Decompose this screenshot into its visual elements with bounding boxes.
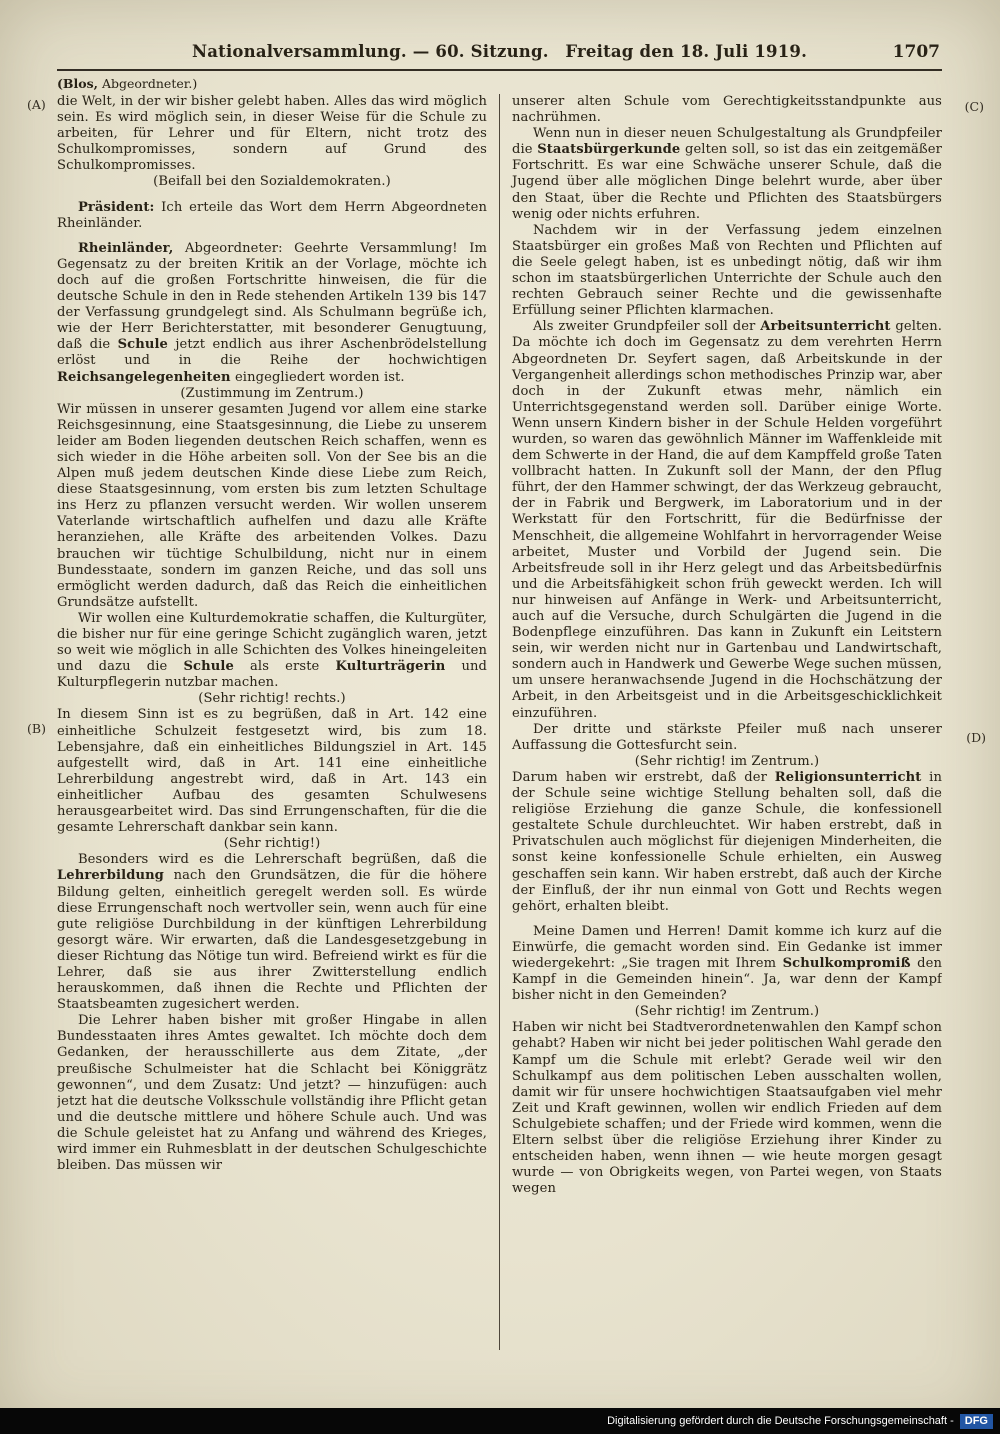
paragraph	[57, 1013, 487, 1174]
text-run: gelten. Da möchte ich doch im Gegensatz zu dem verehrten Herrn Abgeordneten Dr. Seyfert sagen, daß Arbeitskunde in der Vergangenheit allerdings schon methodisches Prinzip war, aber doch in der Zukunft etwas mehr, nämlich ein Unterrichtsgegenstand werden soll. Darüber einige Worte. Wenn unsern Kindern bisher in der Schule Helden vorgeführt wurden, so waren das gewöhnlich Männer im Waffenkleide mit dem Schwerte in der Hand, die auf dem Kampffeld große Taten vollbracht hatten. In Zukunft soll der Mann, der den Pflug führt, der den Hammer schwingt, der das Werkzeug gebraucht, der in Fabrik und Bergwerk, im Laboratorium und in der Werkstatt für den Fortschritt, für die Bedürfnisse der Menschheit, die allgemeine Wohlfahrt in hervorragender Weise arbeitet, Muster und Vorbild der Jugend sein. Die Arbeitsfreude soll in ihr Herz gelegt und das Arbeitsbedürfnis und die Arbeitsfähigkeit schon früh geweckt werden. Ich will nur hinweisen auf Anfänge in Werk- und Arbeitsunterricht, auch auf die Versuche, durch Schulgärten die Jugend in die Bodenpflege einzuführen. Das kann in Zukunft ein Leitstern sein, wir werden nicht nur in Gartenbau und Landwirtschaft, sondern auch in Handwerk und Gewerbe Wege suchen müssen, um unsere heranwachsende Jugend in die Hochschätzung der Arbeit, in den Arbeitsgeist und in die Arbeitsgeschicklichkeit einzuführen.	[512, 319, 942, 721]
text-run: und Kulturpflegerin nutzbar machen.	[57, 659, 487, 691]
paragraph	[57, 707, 487, 836]
footer-text: Digitalisierung gefördert durch die Deutsche Forschungsgemeinschaft -	[607, 1415, 954, 1427]
text-run: nach den Grundsätzen, die für die höhere Bildung gelten, einheitlich geregelt werden soll. Es würde diese Errungenschaft noch wertvoller sein, wenn auch für eine gute religiöse Durchbildung in der künftigen Lehrerbildung gesorgt wäre. Wir erwarten, daß die Landesgesetzgebung in dieser Richtung das Nötige tun wird. Befreiend wirkt es für die Lehrer, daß sie aus ihrer Zwitterstellung endlich herauskommen, daß ihnen die Rechte und Pflichten der Staatsbeamten zugesichert werden.	[57, 868, 487, 1013]
text-run: (Sehr richtig! rechts.)	[198, 691, 346, 707]
emphasized-text: Religionsunterricht	[774, 769, 922, 785]
emphasized-text: Präsident:	[77, 199, 155, 215]
text-run: (Sehr richtig!)	[223, 836, 321, 852]
stage-direction	[57, 691, 487, 707]
page-header	[57, 42, 942, 71]
running-head-speaker: (Blos,	[57, 76, 98, 91]
text-run: Wenn nun in dieser neuen Schulgestaltung als Grundpfeiler die	[512, 126, 942, 158]
text-run: (Zustimmung im Zentrum.)	[180, 385, 364, 401]
text-run: Wir müssen in unserer gesamten Jugend vor allem eine starke Reichsgesinnung, eine Staatsgesinnung, die Liebe zu unserem leider am Boden liegenden deutschen Reich schaffen, wenn es sich wieder in die Höhe arbeiten soll. Von der See bis an die Alpen muß jedem deutschen Kinde diese Liebe zum Reich, diese Staatsgesinnung, vom ersten bis zum letzten Schultage ins Herz zu pflanzen versucht werden. Wir wollen unserem Vaterlande wirtschaftlich aufhelfen und dazu alle Kräfte heranziehen, alle Kräfte des arbeitenden Volkes. Dazu brauchen wir tüchtige Schulbildung, nicht nur in einem Bundesstaate, sondern im ganzen Reiche, und das soll uns ermöglicht werden dadurch, daß das Reich die einheitlichen Grundsätze aufstellt.	[57, 401, 487, 610]
paragraph	[57, 241, 487, 386]
margin-letter-c: (C)	[964, 99, 984, 114]
margin-letter-b: (B)	[27, 721, 46, 736]
emphasized-text: Lehrerbildung	[57, 868, 164, 884]
stage-direction	[57, 836, 487, 852]
text-run: eingegliedert worden ist.	[230, 369, 405, 385]
text-run: Darum haben wir erstrebt, daß der	[512, 769, 775, 785]
text-run: Wir wollen eine Kulturdemokratie schaffen, die Kulturgüter, die bisher nur für eine geringe Schicht zugänglich waren, jetzt so weit wie möglich in alle Schichten des Volkes hineingeleiten und dazu die	[57, 610, 487, 675]
text-run: Meine Damen und Herren! Damit komme ich kurz auf die Einwürfe, die gemacht worden sind. Ein Gedanke ist immer wiedergekehrt: „Sie tragen mit Ihrem	[512, 923, 942, 971]
paragraph	[512, 223, 942, 320]
paragraph	[512, 319, 942, 721]
paragraph	[57, 200, 487, 232]
paragraph	[512, 126, 942, 223]
right-column	[500, 94, 942, 1350]
stage-direction	[57, 386, 487, 402]
text-run: Besonders wird es die Lehrerschaft begrüßen, daß die	[77, 852, 487, 868]
emphasized-text: Staatsbürgerkunde	[537, 142, 681, 158]
stage-direction	[57, 174, 487, 190]
paragraph	[57, 611, 487, 691]
text-run: die Welt, in der wir bisher gelebt haben. Alles das wird möglich sein. Es wird möglich sein, in dieser Weise für die Schule zu arbeiten, für Lehrer und für Eltern, nicht trotz des Schulkompromisses, sondern auf Grund des Schulkompromisses.	[57, 94, 487, 174]
emphasized-text: Rheinländer,	[77, 240, 174, 256]
text-run: Haben wir nicht bei Stadtverordnetenwahlen den Kampf schon gehabt? Haben wir nicht bei jeder politischen Wahl gerade den Kampf um die Schule mit erlebt? Gerade weil wir den Schulkampf aus dem politischen Leben ausschalten wollen, damit wir für unsere hochwichtigen Staatsaufgaben viel mehr Zeit und Kraft gewinnen, wollen wir endlich Frieden auf dem Schulgebiete schaffen; und der Friede wird kommen, wenn die Eltern selbst über die religiöse Erziehung ihrer Kinder zu entscheiden haben, wenn ihnen — wie heute morgen gesagt wurde — von Obrigkeits wegen, von Partei wegen, von Staats wegen	[512, 1020, 942, 1197]
header-title: Nationalversammlung. — 60. Sitzung. Freitag den 18. Juli 1919.	[191, 42, 808, 61]
stage-direction	[512, 1004, 942, 1020]
running-head-rest: Abgeordneter.)	[97, 76, 198, 91]
text-run: den Kampf in die Gemeinden hinein“. Ja, war denn der Kampf bisher nicht in den Gemeinden?	[512, 955, 942, 1004]
text-run: gelten soll, so ist das ein zeitgemäßer Fortschritt. Es war eine Schwäche unserer Schule, daß die Jugend über alle möglichen Dinge belehrt wurde, aber über den Staat, über die Rechte und Pflichten des Staatsbürgers wenig oder nichts erfuhren.	[512, 142, 942, 222]
text-run: unserer alten Schule vom Gerechtigkeitsstandpunkte aus nachrühmen.	[512, 94, 942, 126]
text-run: (Beifall bei den Sozialdemokraten.)	[153, 174, 391, 190]
paragraph	[512, 924, 942, 1004]
left-column	[57, 94, 500, 1350]
emphasized-text: Kulturträgerin	[335, 659, 446, 675]
paragraph	[57, 852, 487, 1013]
paragraph	[57, 402, 487, 611]
paragraph	[57, 94, 487, 174]
text-run: Der dritte und stärkste Pfeiler muß nach unserer Auffassung die Gottesfurcht sein.	[512, 721, 942, 753]
dfg-logo: DFG	[960, 1414, 993, 1429]
paragraph	[512, 94, 942, 126]
emphasized-text: Arbeitsunterricht	[760, 319, 891, 335]
emphasized-text: Reichsangelegenheiten	[57, 369, 231, 385]
emphasized-text: Schule	[117, 337, 168, 353]
paragraph	[512, 722, 942, 754]
text-run: Die Lehrer haben bisher mit großer Hingabe in allen Bundesstaaten ihres Amtes gewaltet. Ich möchte doch dem Gedanken, der herausschillerte aus dem Zitate, „der preußische Schulmeister hat die Schlacht bei Königgrätz gewonnen“, und dem Zusatz: Und jetzt? — hinzufügen: auch jetzt hat die deutsche Volksschule vollständig ihre Pflicht getan und die deutsche mittlere und höhere Schule auch. Und was die Schule geleistet hat zu Anfang und während des Krieges, wird immer ein Ruhmesblatt in der deutschen Schulgeschichte bleiben. Das müssen wir	[57, 1013, 487, 1174]
margin-letter-d: (D)	[966, 730, 986, 745]
paragraph	[512, 770, 942, 915]
text-columns	[57, 94, 942, 1350]
text-run: als erste	[233, 659, 336, 675]
text-run: jetzt endlich aus ihrer Aschenbrödelstellung erlöst und in die Reihe der hochwichtigen	[57, 337, 487, 369]
paragraph	[512, 1020, 942, 1197]
text-run: in der Schule seine wichtige Stellung behalten soll, daß die religiöse Erziehung die ganze Schule, die konfessionell gestaltete Schule durchleuchtet. Wir haben erstrebt, daß in Privatschulen auch möglichst für diejenigen Minderheiten, die sonst keine konfessionelle Schule erhielten, ein Ausweg geschaffen sein kann. Wir haben erstrebt, daß auch der Kirche der Einfluß, der ihr nun einmal von Gott und Rechts wegen gehört, erhalten bleibt.	[512, 769, 942, 914]
emphasized-text: Schulkompromiß	[782, 955, 911, 971]
text-run: (Sehr richtig! im Zentrum.)	[634, 753, 820, 769]
margin-letter-a: (A)	[27, 97, 46, 112]
text-run: (Sehr richtig! im Zentrum.)	[634, 1004, 820, 1020]
emphasized-text: Schule	[183, 659, 234, 675]
text-run: Ich erteile das Wort dem Herrn Abgeordneten Rheinländer.	[57, 199, 487, 231]
text-run: Nachdem wir in der Verfassung jedem einzelnen Staatsbürger ein großes Maß von Rechten und Pflichten auf die Seele gelegt haben, ist es unbedingt nötig, daß wir ihm schon im staatsbürgerlichen Unterrichte der Schule auch den rechten Gebrauch seiner Rechte und die gewissenhafte Erfüllung seiner Pflichten klarmachen.	[512, 222, 942, 319]
text-run: Abgeordneter: Geehrte Versammlung! Im Gegensatz zu der breiten Kritik an der Vorlage, möchte ich doch auf die großen Fortschritte hinweisen, die für die deutsche Schule in den in Rede stehenden Artikeln 139 bis 147 der Verfassung grundgelegt sind. Als Schulmann begrüße ich, wie der Herr Berichterstatter, mit besonderer Genugtuung, daß die	[57, 240, 487, 353]
digitization-footer	[0, 1408, 1000, 1434]
page-number: 1707	[892, 42, 940, 62]
text-run: Als zweiter Grundpfeiler soll der	[532, 319, 761, 335]
stage-direction	[512, 754, 942, 770]
text-run: In diesem Sinn ist es zu begrüßen, daß in Art. 142 eine einheitliche Schulzeit festgesetzt wird, bis zum 18. Lebensjahre, daß ein einheitliches Bildungsziel in Art. 145 aufgestellt wird, daß in Art. 141 eine einheitliche Lehrerbildung angestrebt wird, daß in Art. 143 ein einheitlicher Aufbau des gesamten Schulwesens herausgearbeitet wird. Das sind Errungenschaften, für die die gesamte Lehrerschaft dankbar sein kann.	[57, 707, 487, 836]
running-head	[57, 76, 197, 91]
